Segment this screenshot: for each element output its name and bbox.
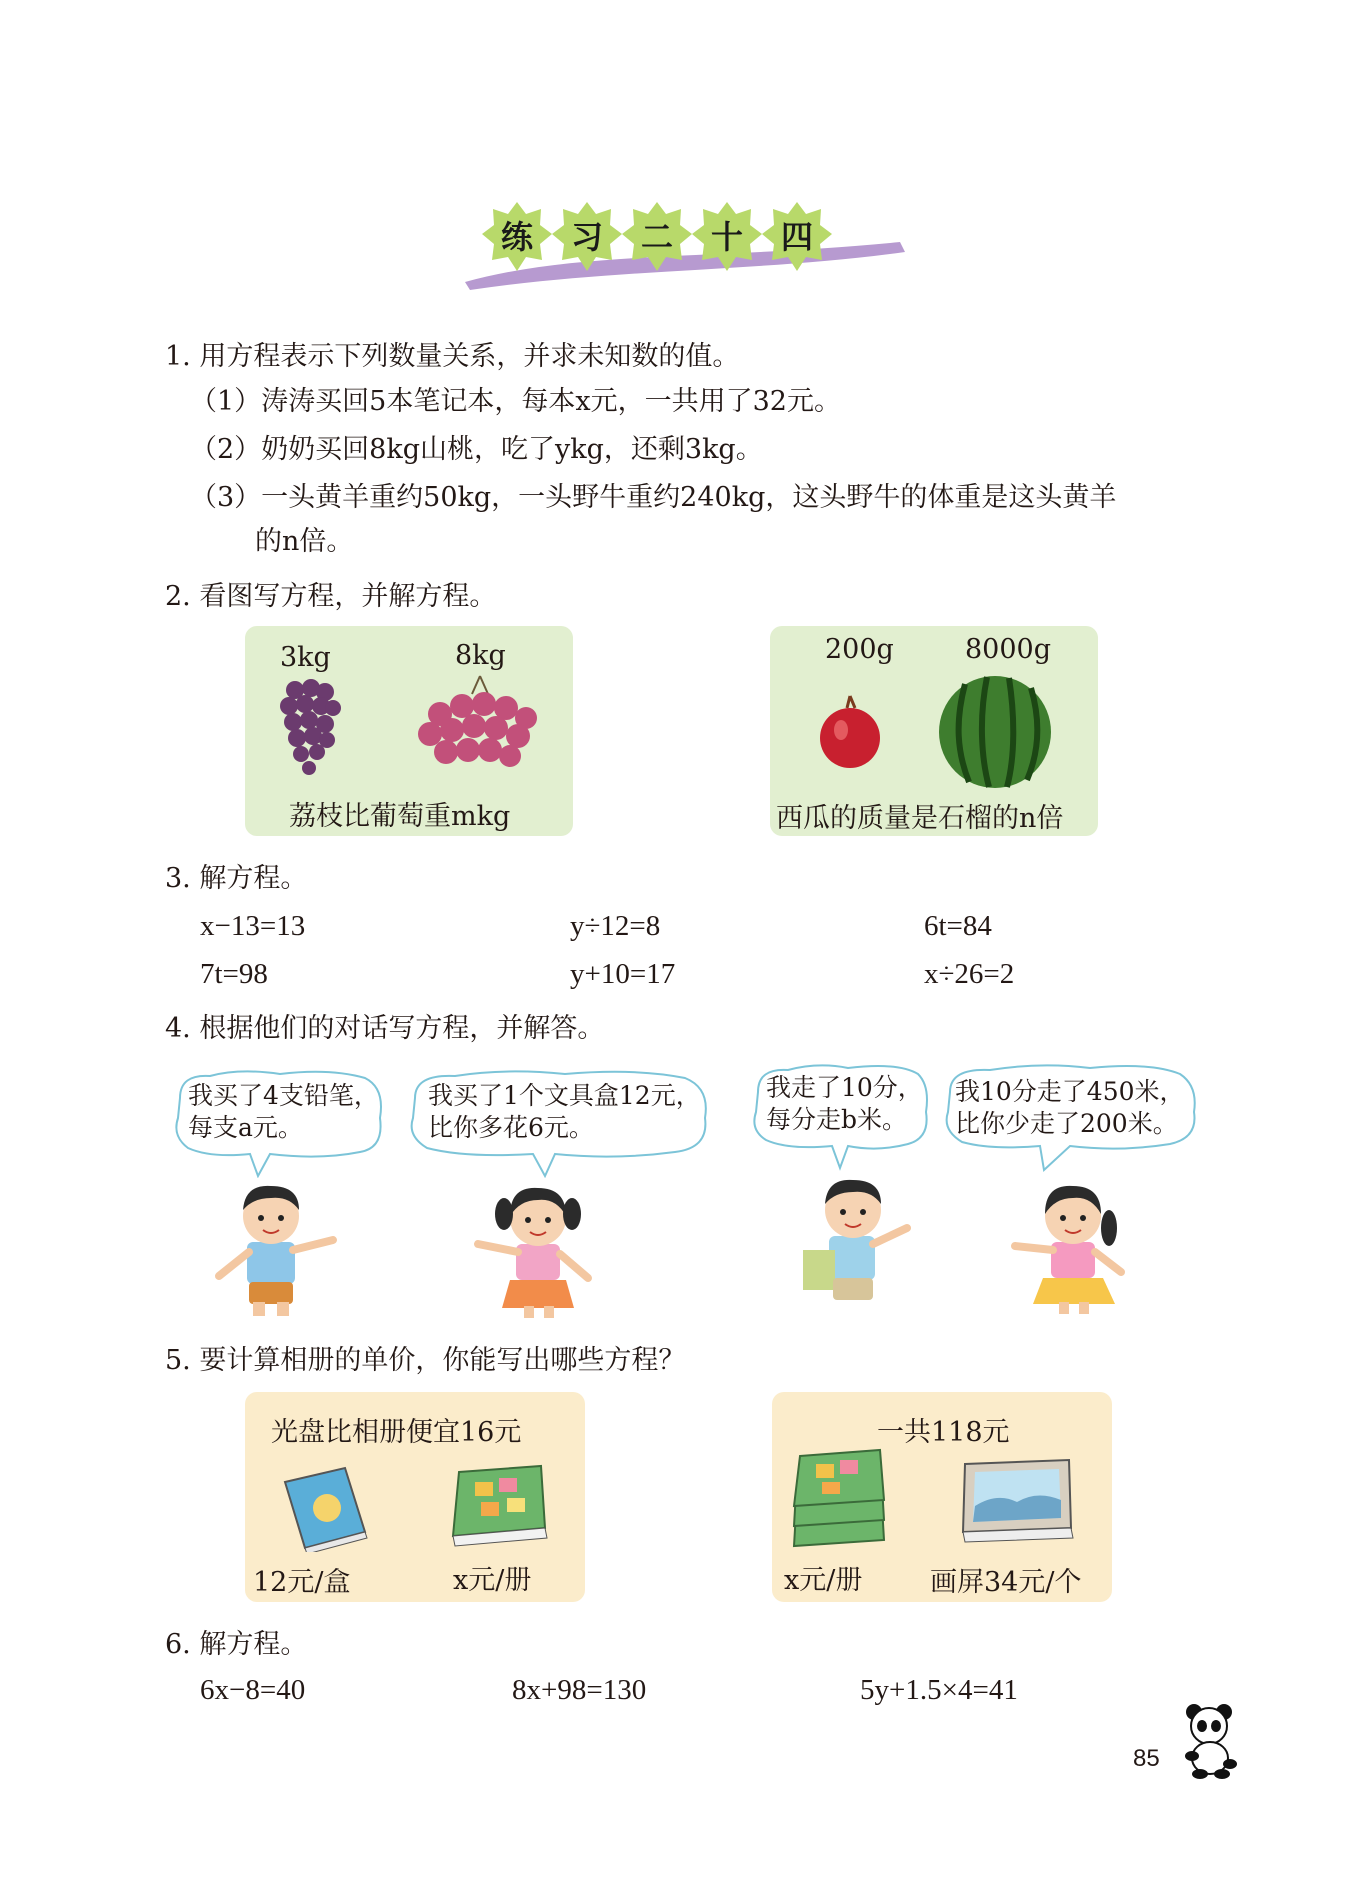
q3-eq-5: y+10=17 — [570, 958, 676, 990]
watermelon-image — [935, 672, 1055, 792]
exercise-title — [460, 190, 920, 300]
q1-item-3: （3）一头黄羊重约50kg，一头野牛重约240kg，这头野牛的体重是这头黄羊 — [190, 482, 1117, 513]
q3-eq-4: 7t=98 — [200, 958, 268, 990]
boy-2-illustration — [795, 1172, 925, 1312]
boy-1-illustration — [205, 1180, 345, 1320]
q3-eq-3: 6t=84 — [924, 910, 992, 942]
q1-stem: 1. 用方程表示下列数量关系，并求未知数的值。 — [165, 341, 740, 372]
q3-eq-2: y÷12=8 — [570, 910, 661, 942]
q5-right-panel — [772, 1392, 1112, 1602]
lychee-image — [410, 674, 550, 774]
grape-weight: 3kg — [280, 642, 331, 673]
q5-stem: 5. 要计算相册的单价，你能写出哪些方程？ — [165, 1345, 686, 1376]
bubble-2-line-1: 我买了1个文具盒12元， — [428, 1081, 701, 1110]
q1-item-2: （2）奶奶买回8kg山桃，吃了ykg，还剩3kg。 — [190, 434, 763, 465]
bubble-3-line-2: 每分走b米。 — [766, 1105, 908, 1134]
q5-left-price-b: x元/册 — [453, 1565, 532, 1596]
bubble-4-line-2: 比你少走了200米。 — [955, 1109, 1178, 1138]
q3-eq-1: x−13=13 — [200, 910, 306, 942]
bubble-2-line-2: 比你多花6元。 — [428, 1113, 594, 1142]
cd-box-image — [275, 1462, 375, 1552]
title-char-3: 二 — [620, 200, 694, 274]
bubble-3-line-1: 我走了10分， — [766, 1073, 923, 1102]
pomegranate-weight: 200g — [825, 634, 894, 665]
photo-album-image — [445, 1458, 555, 1548]
q2-stem: 2. 看图写方程，并解方程。 — [165, 581, 497, 612]
q6-eq-3: 5y+1.5×4=41 — [860, 1674, 1018, 1706]
title-char-2: 习 — [550, 200, 624, 274]
watermelon-weight: 8000g — [965, 634, 1051, 665]
panda-icon — [1180, 1700, 1244, 1780]
bubble-1-line-1: 我买了4支铅笔， — [188, 1081, 379, 1110]
album-stack-image — [786, 1448, 896, 1558]
title-char-4: 十 — [690, 200, 764, 274]
girl-1-illustration — [470, 1180, 610, 1320]
q2-right-panel — [770, 626, 1098, 836]
q5-left-header: 光盘比相册便宜16元 — [271, 1417, 522, 1448]
title-char-5: 四 — [760, 200, 834, 274]
q2-left-panel — [245, 626, 573, 836]
q5-right-price-a: x元/册 — [784, 1565, 863, 1596]
girl-2-illustration — [1005, 1178, 1145, 1318]
q5-left-panel — [245, 1392, 585, 1602]
q1-item-3-cont: 的n倍。 — [255, 526, 354, 557]
q4-stem: 4. 根据他们的对话写方程，并解答。 — [165, 1013, 605, 1044]
lychee-weight: 8kg — [455, 640, 506, 671]
title-char-1: 练 — [480, 200, 554, 274]
q3-stem: 3. 解方程。 — [165, 863, 308, 894]
q5-right-header: 一共118元 — [877, 1417, 1010, 1448]
q6-eq-1: 6x−8=40 — [200, 1674, 306, 1706]
q2-left-caption: 荔枝比葡萄重mkg — [289, 801, 511, 832]
q6-eq-2: 8x+98=130 — [512, 1674, 647, 1706]
q5-right-price-b: 画屏34元/个 — [930, 1567, 1082, 1598]
bubble-1-line-2: 每支a元。 — [188, 1113, 303, 1142]
pomegranate-image — [815, 694, 885, 774]
page-number: 85 — [1133, 1745, 1160, 1772]
q2-right-caption: 西瓜的质量是石榴的n倍 — [776, 803, 1064, 834]
q6-stem: 6. 解方程。 — [165, 1629, 308, 1660]
picture-frame-image — [957, 1454, 1077, 1544]
q5-left-price-a: 12元/盒 — [253, 1567, 351, 1598]
q3-eq-6: x÷26=2 — [924, 958, 1015, 990]
q1-item-1: （1）涛涛买回5本笔记本，每本x元，一共用了32元。 — [190, 386, 841, 417]
bubble-4-line-1: 我10分走了450米， — [955, 1077, 1185, 1106]
grapes-image — [275, 678, 345, 778]
